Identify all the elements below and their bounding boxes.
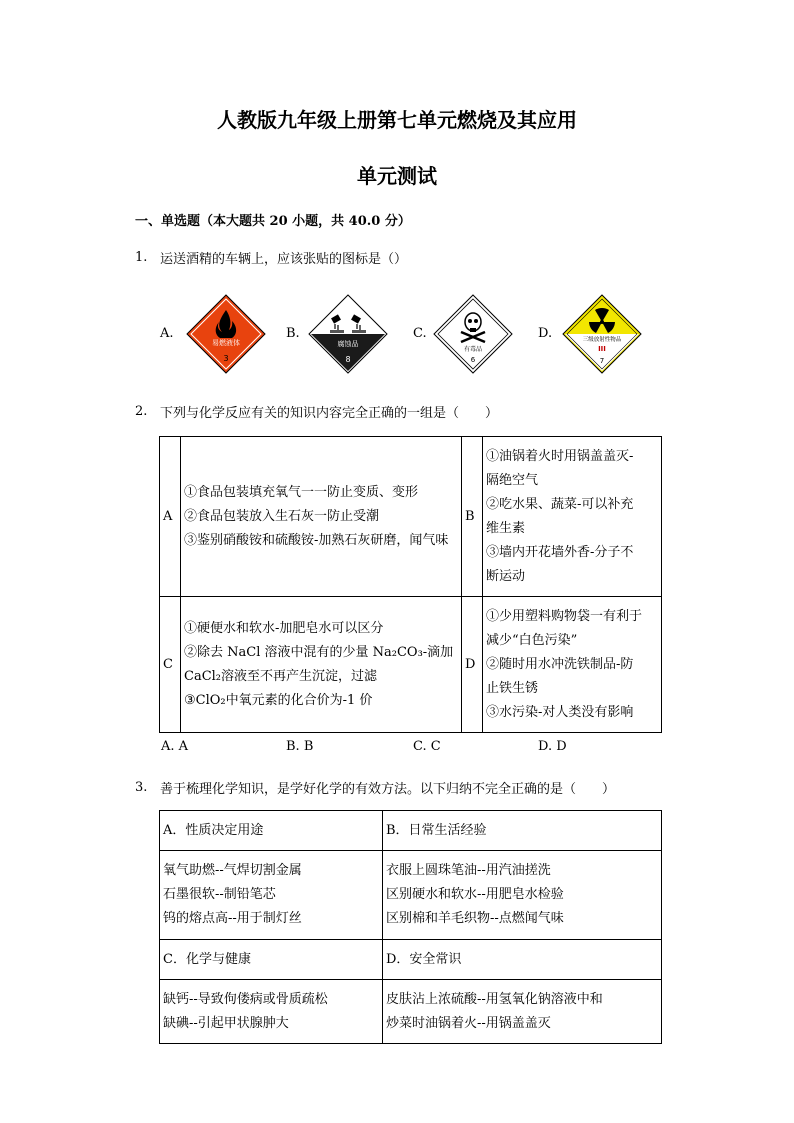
radioactive-sign-number: 7 <box>599 357 605 365</box>
q1-text: 运送酒精的车辆上，应该张贴的图标是（） <box>160 252 408 267</box>
corrosive-sign-text: 腐蚀品 <box>337 340 359 348</box>
page-title: 人教版九年级上册第七单元燃烧及其应用 <box>217 108 577 132</box>
q2-cell-d <box>483 597 662 733</box>
q2-d-line: 减少“白色污染” <box>486 632 578 648</box>
q2-cell-c <box>181 597 462 733</box>
flame-icon <box>186 294 266 374</box>
radioactive-sign-roman: III <box>598 345 606 353</box>
q1-option-c-letter: C. <box>413 326 427 341</box>
q1-option-a-letter: A. <box>160 326 174 341</box>
q2-cell-b <box>483 437 662 597</box>
q2-answer-b: B. B <box>286 739 314 754</box>
q2-c-line: CaCl₂溶液至不再产生沉淀，过滤 <box>184 668 378 684</box>
q3-head-c: C．化学与健康 <box>160 940 383 980</box>
q2-d-line: ③水污染-对人类没有影响 <box>486 704 634 720</box>
q3-text: 善于梳理化学知识，是学好化学的有效方法。以下归纳不完全正确的是（ ） <box>160 782 616 797</box>
q2-d-line: ②随时用水冲洗铁制品-防 <box>486 656 634 672</box>
q3-c-line: 缺钙--导致佝偻病或骨质疏松 <box>163 991 328 1007</box>
q2-b-line: 维生素 <box>486 520 526 536</box>
q3-b-line: 衣服上圆珠笔油--用汽油搓洗 <box>386 863 551 878</box>
q1-option-b-letter: B. <box>286 326 300 341</box>
corrosive-sign-number: 8 <box>345 355 351 364</box>
q3-a-line: 钨的熔点高--用于制灯丝 <box>163 911 302 926</box>
q3-cell-d <box>383 980 662 1044</box>
q2-d-line: ①少用塑料购物袋一有利于 <box>486 608 643 624</box>
q2-a-line: ①食品包装填充氧气一一防止变质、变形 <box>184 484 419 500</box>
q3-head-d: D．安全常识 <box>383 940 662 980</box>
q2-cell-d-label: D <box>462 597 483 733</box>
q2-answer-c: C. C <box>413 739 441 754</box>
q2-c-line: ③ClO₂中氧元素的化合价为-1 价 <box>184 692 373 708</box>
flame-sign-number: 3 <box>223 354 229 363</box>
q3-cell-a <box>160 851 383 940</box>
q2-b-line: ③墙内开花墙外香-分子不 <box>486 544 634 560</box>
q2-b-line: ②吃水果、蔬菜-可以补充 <box>486 496 634 512</box>
q2-cell-b-label: B <box>462 437 483 597</box>
skull-icon <box>433 294 513 374</box>
toxic-sign-number: 6 <box>470 356 476 364</box>
q2-table <box>159 436 662 733</box>
q2-c-line: ①硬便水和软水-加肥皂水可以区分 <box>184 620 384 636</box>
q3-c-line: 缺碘--引起甲状腺肿大 <box>163 1015 289 1031</box>
q2-cell-c-label: C <box>160 597 181 733</box>
page-subtitle: 单元测试 <box>357 164 437 188</box>
flame-sign-text: 易燃液体 <box>212 339 240 347</box>
q3-number: 3. <box>135 780 148 795</box>
q2-number: 2. <box>135 404 148 419</box>
section-heading: 一、单选题（本大题共 20 小题，共 40.0 分） <box>135 214 411 229</box>
q2-a-line: ③鉴别硝酸铵和硫酸铵-加熟石灰研磨，闻气味 <box>184 532 449 548</box>
q3-b-line: 区别硬水和软水--用肥皂水检验 <box>386 887 564 902</box>
q3-d-line: 皮肤沾上浓硫酸--用氢氧化钠溶液中和 <box>386 991 603 1007</box>
toxic-sign-text: 有毒品 <box>463 346 483 353</box>
q2-b-line: ①油锅着火时用锅盖盖灭- <box>486 448 634 464</box>
q2-d-line: 止铁生锈 <box>486 680 539 696</box>
q2-b-line: 断运动 <box>486 568 526 584</box>
q2-answer-d: D. D <box>538 739 567 754</box>
corrosive-icon <box>308 294 388 374</box>
q2-b-line: 隔绝空气 <box>486 472 539 488</box>
q1-number: 1. <box>135 250 148 265</box>
radioactive-sign-text: 三级放射性物品 <box>582 337 622 343</box>
q3-table <box>159 810 662 1044</box>
q2-answer-a: A. A <box>161 739 189 754</box>
q3-cell-b <box>383 851 662 940</box>
q2-text: 下列与化学反应有关的知识内容完全正确的一组是（ ） <box>160 406 499 421</box>
q3-head-b: B．日常生活经验 <box>383 811 662 851</box>
q3-b-line: 区别棉和羊毛织物--点燃闻气味 <box>386 911 564 926</box>
q3-d-line: 炒菜时油锅着火--用锅盖盖灭 <box>386 1015 551 1031</box>
q2-c-line: ②除去 NaCl 溶液中混有的少量 Na₂CO₃-滴加 <box>184 644 454 660</box>
q3-head-a: A．性质决定用途 <box>160 811 383 851</box>
q2-cell-a <box>181 437 462 597</box>
q2-a-line: ②食品包装放入生石灰一防止受潮 <box>184 508 380 524</box>
q3-cell-c <box>160 980 383 1044</box>
q3-a-line: 石墨很软--制铅笔芯 <box>163 887 276 902</box>
radiation-icon <box>562 294 642 374</box>
q3-a-line: 氧气助燃--气焊切割金属 <box>163 863 302 878</box>
q1-option-d-letter: D. <box>538 326 553 341</box>
q2-cell-a-label: A <box>160 437 181 597</box>
